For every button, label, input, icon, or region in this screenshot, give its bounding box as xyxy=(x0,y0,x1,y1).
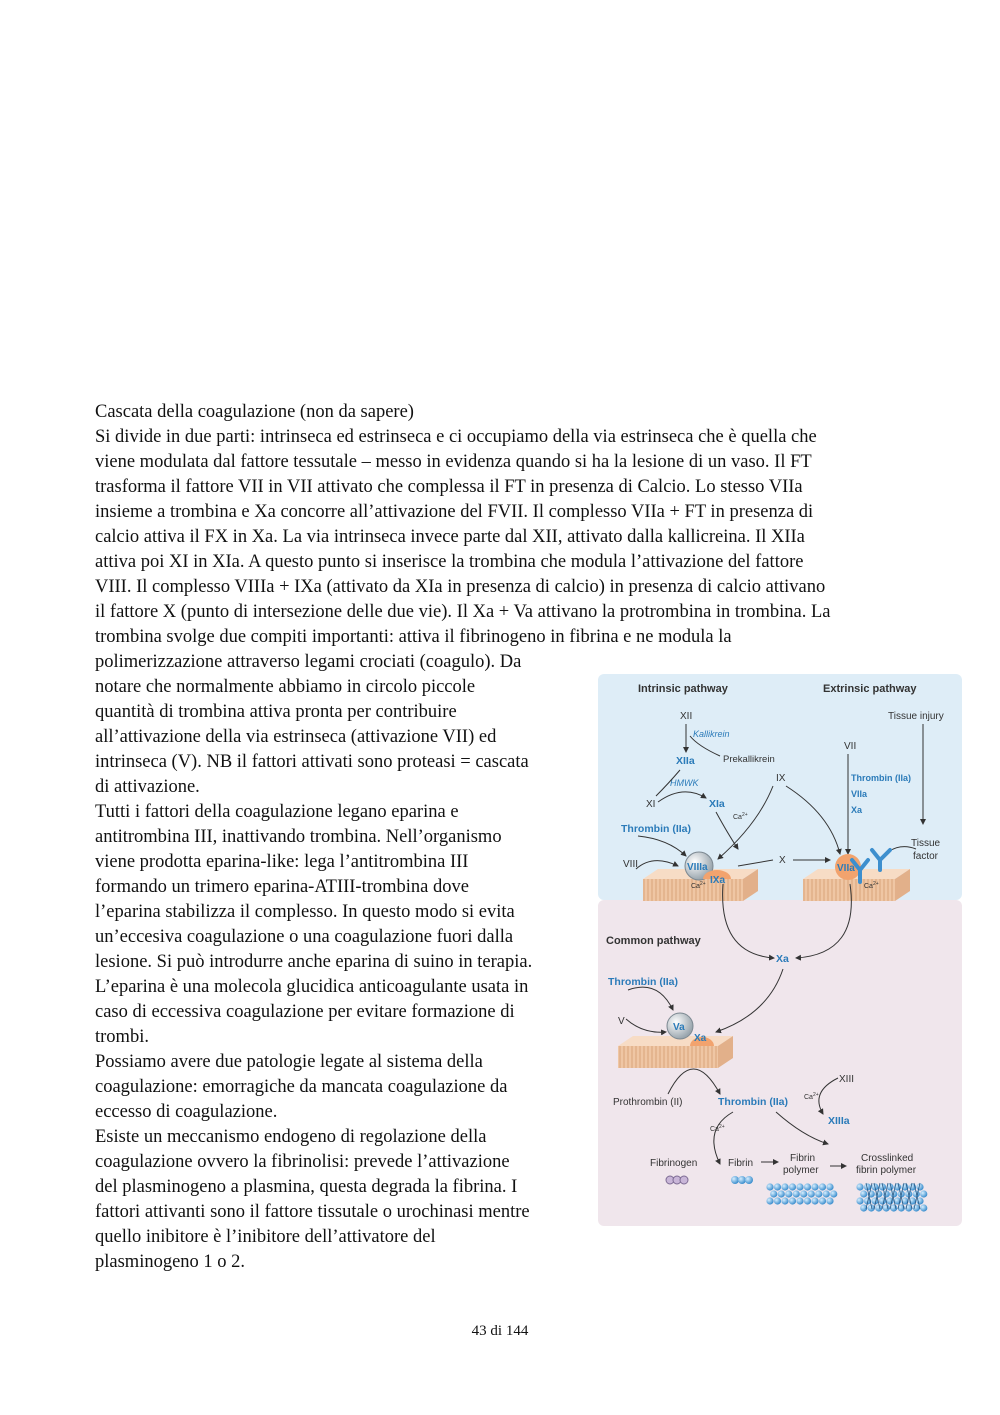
hmwk-label: HMWK xyxy=(670,778,699,788)
viia-list-label: VIIa xyxy=(851,789,868,799)
text-line: trasforma il fattore VII in VII attivato che complessa il FT in presenza di Calcio. Lo stesso VIIa xyxy=(95,477,803,497)
text-line: viene modulata dal fattore tessutale – messo in evidenza quando si ha la lesione di un vaso. Il FT xyxy=(95,452,812,472)
text-line: plasminogeno 1 o 2. xyxy=(95,1252,246,1272)
coagulation-cascade-figure xyxy=(598,674,962,1226)
text-line: all’attivazione della via estrinseca (attivazione VII) ed xyxy=(95,727,497,747)
viii-label: VIII xyxy=(623,859,639,870)
fibrin-polymer-label-2: polymer xyxy=(783,1165,819,1176)
thrombin-label-1: Thrombin (IIa) xyxy=(621,823,691,835)
crosslinked-label-2: fibrin polymer xyxy=(856,1165,917,1176)
text-line: eccesso di coagulazione. xyxy=(95,1102,278,1122)
text-line: polimerizzazione attraverso legami crociati (coagulo). Da xyxy=(95,652,522,672)
text-line: caso di eccessiva coagulazione per evitare formazione di xyxy=(95,1002,515,1022)
text-line: l’eparina stabilizza il complesso. In questo modo si evita xyxy=(95,902,515,922)
kallikrein-label: Kallikrein xyxy=(693,729,730,739)
intrinsic-extrinsic-panel xyxy=(598,674,962,900)
tissue-factor-label-1: Tissue xyxy=(911,838,941,849)
text-line: Si divide in due parti: intrinseca ed estrinseca e ci occupiamo della via estrinseca che è quella che xyxy=(95,427,817,447)
ca-label-2: $Ca^{2+}$ xyxy=(691,881,706,890)
text-line: viene prodotta eparina-like: lega l’antitrombina III xyxy=(95,852,469,872)
viia-label: VIIa xyxy=(837,863,855,874)
extrinsic-header: Extrinsic pathway xyxy=(823,683,917,695)
text-line: il fattore X (punto di intersezione delle due vie). Il Xa + Va attivano la protrombina in trombina. La xyxy=(95,602,831,622)
ca-label-1: $Ca^{2+}$ xyxy=(733,812,748,821)
ca-label-4: $Ca^{2+}$ xyxy=(710,1124,725,1133)
text-line: lesione. Si può introdurre anche eparina di suino in terapia. xyxy=(95,952,533,972)
text-line: di attivazione. xyxy=(95,777,200,797)
text-line: formando un trimero eparina-ATIII-trombina dove xyxy=(95,877,469,897)
text-line: del plasminogeno a plasmina, questa degrada la fibrina. I xyxy=(95,1177,518,1197)
text-line: Possiamo avere due patologie legate al sistema della xyxy=(95,1052,483,1072)
fibrin-polymer-icon xyxy=(766,1183,837,1204)
xia-label: XIa xyxy=(709,798,725,810)
text-line: coagulazione: emorragiche da mancata coagulazione da xyxy=(95,1077,508,1097)
fibrin-label: Fibrin xyxy=(728,1158,754,1169)
ca-label-5: $Ca^{2+}$ xyxy=(804,1092,819,1101)
text-line: trombina svolge due compiti importanti: attiva il fibrinogeno in fibrina e ne modula la xyxy=(95,627,732,647)
crosslinked-label-1: Crosslinked xyxy=(861,1153,914,1164)
text-line: fattori attivanti sono il fattore tissutale o urochinasi mentre xyxy=(95,1202,530,1222)
text-line: un’eccesiva coagulazione o una coagulazione fuori dalla xyxy=(95,927,514,947)
xii-label: XII xyxy=(680,711,693,722)
text-line: attiva poi XI in XIa. A questo punto si inserisce la trombina che modula l’attivazione del fattore xyxy=(95,552,804,572)
text-line: L’eparina è una molecola glucidica anticoagulante usata in xyxy=(95,977,529,997)
page-number: 43 di 144 xyxy=(471,1323,529,1339)
x-label: X xyxy=(779,855,786,866)
xa-list-label: Xa xyxy=(851,805,863,815)
thrombin-label-4: Thrombin (IIa) xyxy=(718,1096,788,1108)
common-header: Common pathway xyxy=(606,935,701,947)
intrinsic-header: Intrinsic pathway xyxy=(638,683,728,695)
text-line: VIII. Il complesso VIIIa + IXa (attivato da XIa in presenza di calcio) in presenza di calcio attivano xyxy=(95,577,826,597)
fibrin-polymer-label-1: Fibrin xyxy=(790,1153,816,1164)
text-line: notare che normalmente abbiamo in circolo piccole xyxy=(95,677,476,697)
fibrinogen-label: Fibrinogen xyxy=(650,1158,698,1169)
text-line: antitrombina III, inattivando trombina. Nell’organismo xyxy=(95,827,502,847)
column-paragraph xyxy=(95,650,585,1275)
thrombin-label-3: Thrombin (IIa) xyxy=(608,976,678,988)
prothrombin-label: Prothrombin (II) xyxy=(613,1097,683,1108)
fibrin-molecule-icon xyxy=(731,1176,753,1184)
text-line: insieme a trombina e Xa concorre all’attivazione del FVII. Il complesso VIIa + FT in presenza di xyxy=(95,502,814,522)
ix-label: IX xyxy=(776,773,786,784)
text-line: calcio attiva il FX in Xa. La via intrinseca invece parte dal XII, attivato dalla kallicreina. Il XIIa xyxy=(95,527,805,547)
xa-label: Xa xyxy=(776,953,789,965)
text-line: trombi. xyxy=(95,1027,149,1047)
va-label: Va xyxy=(673,1022,685,1033)
text-line: intrinseca (V). NB il fattori attivati sono proteasi = cascata xyxy=(95,752,529,772)
vii-label: VII xyxy=(844,741,857,752)
viiia-label: VIIIa xyxy=(687,862,708,873)
section-title: Cascata della coagulazione (non da sapere) xyxy=(95,402,414,422)
tissue-injury-label: Tissue injury xyxy=(888,711,944,722)
xi-label: XI xyxy=(646,799,656,810)
v-label: V xyxy=(618,1016,625,1027)
full-width-paragraph xyxy=(95,425,895,650)
xiiia-label: XIIIa xyxy=(828,1115,850,1127)
ca-label-3: $Ca^{2+}$ xyxy=(864,881,879,890)
ixa-label: IXa xyxy=(710,875,726,886)
text-line: coagulazione ovvero la fibrinolisi: prevede l’attivazione xyxy=(95,1152,510,1172)
tissue-factor-label-2: factor xyxy=(913,851,939,862)
thrombin-label-2: Thrombin (IIa) xyxy=(851,773,911,783)
xiia-label: XIIa xyxy=(676,755,695,767)
xiii-label: XIII xyxy=(839,1074,855,1085)
text-line: Esiste un meccanismo endogeno di regolazione della xyxy=(95,1127,487,1147)
fibrinogen-molecule-icon xyxy=(666,1176,688,1184)
text-line: quello inibitore è l’inibitore dell’attivatore del xyxy=(95,1227,436,1247)
text-line: quantità di trombina attiva pronta per contribuire xyxy=(95,702,457,722)
prekallikrein-label: Prekallikrein xyxy=(723,754,775,765)
text-line: Tutti i fattori della coagulazione legano eparina e xyxy=(95,802,459,822)
xa-complex-label: Xa xyxy=(694,1033,707,1044)
